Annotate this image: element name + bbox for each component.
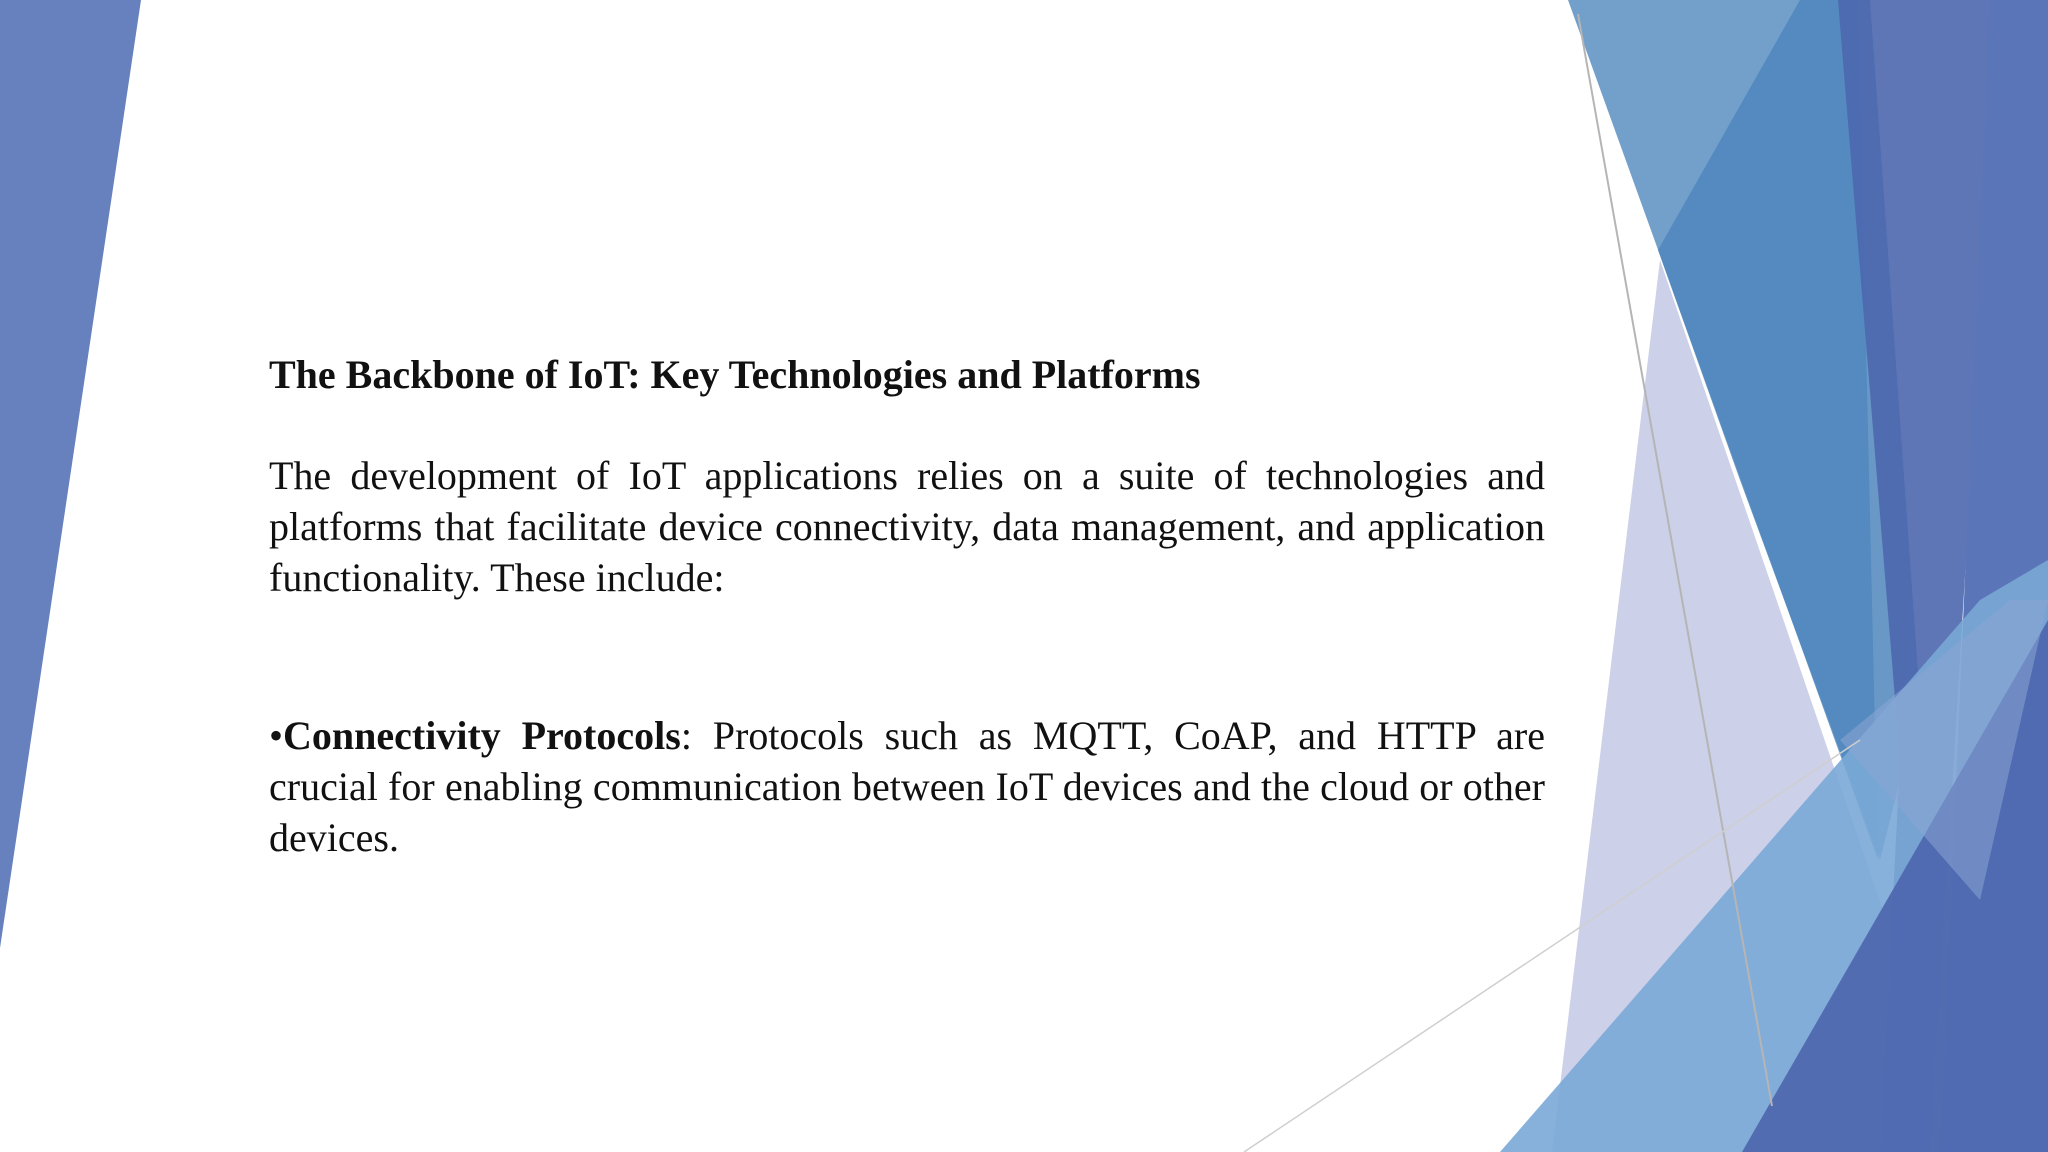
- bullet-separator: :: [680, 713, 692, 758]
- bullet-marker: •: [269, 713, 284, 758]
- slide-text-body: [269, 348, 1545, 863]
- bullet-item-connectivity: [269, 710, 1545, 863]
- intro-paragraph: The development of IoT applications relies on a suite of technologies and platforms that facilitate device connectivity, data management, and application functionality. These include:: [269, 453, 1545, 600]
- bullet-text: Protocols such as MQTT, CoAP, and HTTP are crucial for enabling communication between IoT devices and the cloud or other devices.: [269, 713, 1545, 860]
- left-band-shape: [0, 0, 141, 948]
- slide-title: The Backbone of IoT: Key Technologies and Platforms: [269, 352, 1201, 397]
- bullet-term: Connectivity Protocols: [283, 713, 681, 758]
